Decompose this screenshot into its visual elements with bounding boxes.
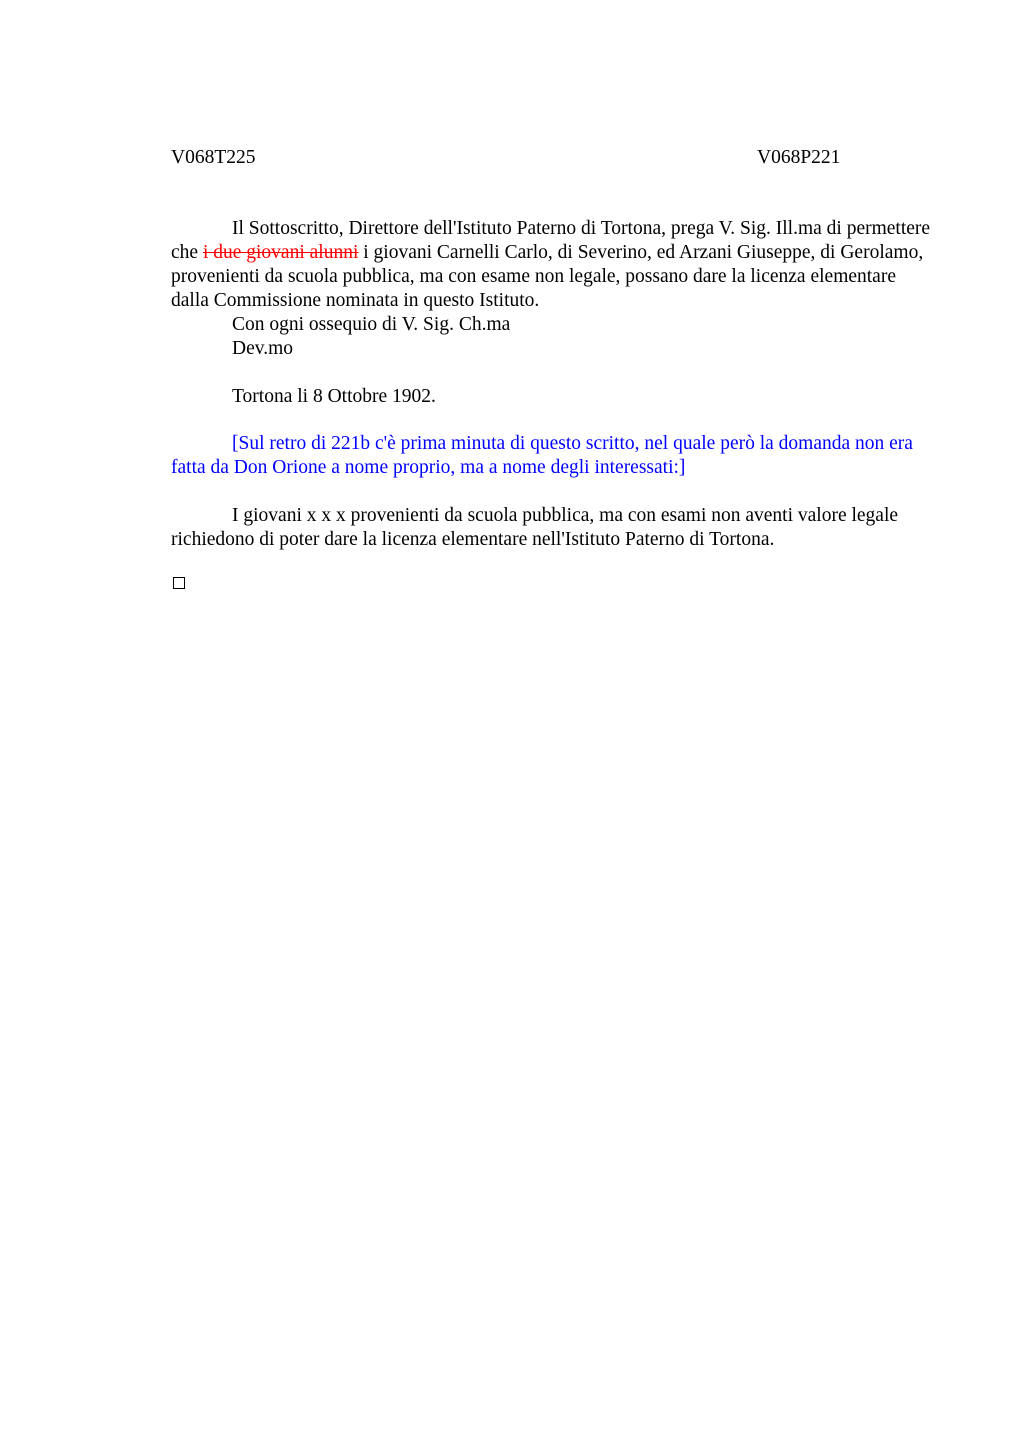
document-code-left: V068T225: [171, 147, 256, 168]
letter-signature: Dev.mo: [232, 338, 294, 359]
draft-paragraph: I giovani x x x provenienti da scuola pubblica, ma con esami non aventi valore legale richiedono di poter dare la licenza elementare nell'Istituto Paterno di Tortona.: [171, 505, 899, 550]
letter-text-start: Il Sottoscritto, Direttore dell'Istituto Paterno di Tortona, prega V. Sig. Ill.ma di permettere che: [171, 218, 931, 263]
document-code-right: V068P221: [757, 147, 841, 168]
letter-body: [171, 217, 931, 313]
editor-note: [Sul retro di 221b c'è prima minuta di questo scritto, nel quale però la domanda non era fatta da Don Orione a nome proprio, ma a nome degli interessati:]: [171, 433, 913, 478]
letter-date: Tortona li 8 Ottobre 1902.: [232, 386, 436, 407]
letter-closing: Con ogni ossequio di V. Sig. Ch.ma: [232, 314, 511, 335]
struck-text: i due giovani alunni: [202, 242, 359, 263]
letter-text-end: i giovani Carnelli Carlo, di Severino, ed Arzani Giuseppe, di Gerolamo, provenienti da scuola pubblica, ma con esame non legale, possano dare la licenza elementare dalla Commissione nominata in questo Istituto.: [171, 242, 924, 311]
square-icon: [173, 577, 185, 589]
